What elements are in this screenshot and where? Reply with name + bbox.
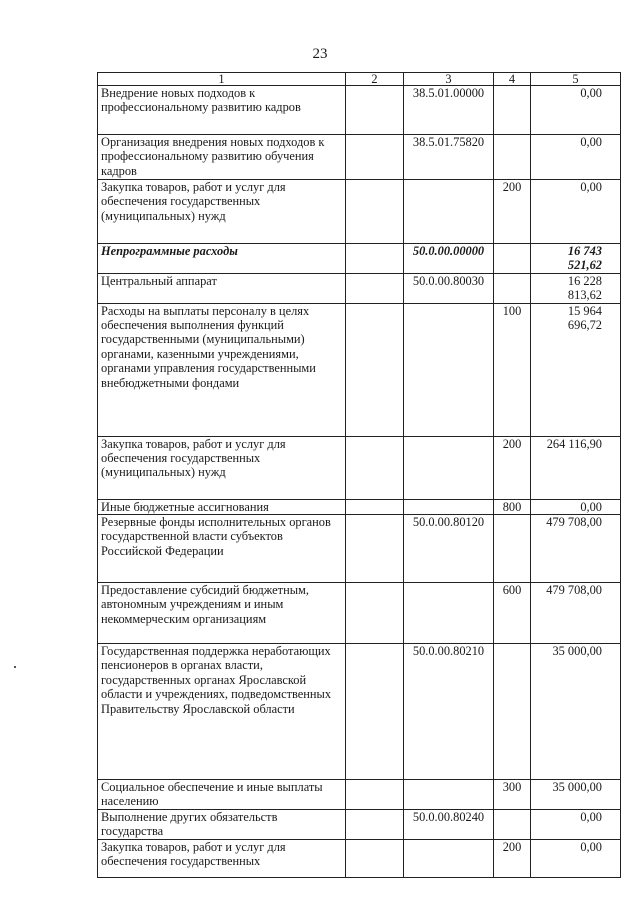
- row-name-cell: Резервные фонды исполнительных органов государственной власти субъектов Российской Федерации: [98, 515, 346, 583]
- row-expense-type-cell: 600: [494, 583, 531, 644]
- table-row: [98, 180, 621, 244]
- row-section-cell: [346, 436, 404, 499]
- table-row: [98, 644, 621, 780]
- table-row: [98, 515, 621, 583]
- row-expense-type-cell: [494, 644, 531, 780]
- table-row: [98, 273, 621, 303]
- row-name-cell: Центральный аппарат: [98, 273, 346, 303]
- table-row: [98, 135, 621, 180]
- row-amount-cell: 0,00: [531, 180, 621, 244]
- row-expense-type-cell: 100: [494, 303, 531, 436]
- row-section-cell: [346, 644, 404, 780]
- row-section-cell: [346, 273, 404, 303]
- row-code-cell: 38.5.01.00000: [404, 86, 494, 135]
- row-section-cell: [346, 86, 404, 135]
- row-code-cell: [404, 180, 494, 244]
- row-expense-type-cell: [494, 244, 531, 274]
- row-amount-cell: 264 116,90: [531, 436, 621, 499]
- row-section-cell: [346, 135, 404, 180]
- row-amount-cell: 479 708,00: [531, 515, 621, 583]
- row-section-cell: [346, 583, 404, 644]
- row-amount-cell: 0,00: [531, 135, 621, 180]
- row-code-cell: 50.0.00.80240: [404, 809, 494, 839]
- row-expense-type-cell: [494, 135, 531, 180]
- row-amount-cell: 0,00: [531, 499, 621, 514]
- row-code-cell: [404, 780, 494, 810]
- row-amount-cell: 0,00: [531, 809, 621, 839]
- header-cell-3: 3: [404, 73, 494, 86]
- row-amount-cell: 0,00: [531, 839, 621, 877]
- row-name-cell: Социальное обеспечение и иные выплаты населению: [98, 780, 346, 810]
- scan-speck: [14, 666, 16, 668]
- row-name-cell: Непрограммные расходы: [98, 244, 346, 274]
- row-section-cell: [346, 809, 404, 839]
- row-amount-cell: 479 708,00: [531, 583, 621, 644]
- row-expense-type-cell: 200: [494, 436, 531, 499]
- row-expense-type-cell: [494, 86, 531, 135]
- row-section-cell: [346, 515, 404, 583]
- row-code-cell: 50.0.00.80120: [404, 515, 494, 583]
- row-code-cell: 50.0.00.80210: [404, 644, 494, 780]
- header-cell-1: 1: [98, 73, 346, 86]
- table-row: [98, 583, 621, 644]
- row-amount-cell: 15 964 696,72: [531, 303, 621, 436]
- table-header-row: [98, 73, 621, 86]
- table-row: [98, 499, 621, 514]
- row-amount-cell: 16 228 813,62: [531, 273, 621, 303]
- row-name-cell: Закупка товаров, работ и услуг для обеспечения государственных (муниципальных) нужд: [98, 436, 346, 499]
- row-section-cell: [346, 244, 404, 274]
- table-row: [98, 86, 621, 135]
- row-name-cell: Расходы на выплаты персоналу в целях обеспечения выполнения функций государственными (муниципальными) органами, казенными учреждениями, органами управления государственными внебюджетными фондами: [98, 303, 346, 436]
- row-expense-type-cell: 300: [494, 780, 531, 810]
- row-name-cell: Закупка товаров, работ и услуг для обеспечения государственных (муниципальных) нужд: [98, 180, 346, 244]
- row-section-cell: [346, 180, 404, 244]
- row-amount-cell: 35 000,00: [531, 644, 621, 780]
- row-expense-type-cell: [494, 273, 531, 303]
- row-amount-cell: 35 000,00: [531, 780, 621, 810]
- row-amount-cell: 16 743 521,62: [531, 244, 621, 274]
- row-expense-type-cell: [494, 809, 531, 839]
- table-row: [98, 780, 621, 810]
- row-expense-type-cell: 200: [494, 180, 531, 244]
- row-expense-type-cell: 800: [494, 499, 531, 514]
- row-name-cell: Государственная поддержка неработающих пенсионеров в органах власти, государственных органах Ярославской области и учреждениях, подведомственных Правительству Ярославской области: [98, 644, 346, 780]
- row-name-cell: Внедрение новых подходов к профессиональному развитию кадров: [98, 86, 346, 135]
- header-cell-2: 2: [346, 73, 404, 86]
- row-code-cell: 50.0.00.00000: [404, 244, 494, 274]
- row-section-cell: [346, 780, 404, 810]
- row-name-cell: Закупка товаров, работ и услуг для обеспечения государственных: [98, 839, 346, 877]
- row-code-cell: [404, 839, 494, 877]
- table-row: [98, 839, 621, 877]
- header-cell-4: 4: [494, 73, 531, 86]
- row-section-cell: [346, 303, 404, 436]
- table-row: [98, 809, 621, 839]
- row-name-cell: Иные бюджетные ассигнования: [98, 499, 346, 514]
- row-code-cell: 50.0.00.80030: [404, 273, 494, 303]
- row-expense-type-cell: 200: [494, 839, 531, 877]
- row-name-cell: Предоставление субсидий бюджетным, автономным учреждениям и иным некоммерческим организациям: [98, 583, 346, 644]
- row-name-cell: Организация внедрения новых подходов к профессиональному развитию обучения кадров: [98, 135, 346, 180]
- row-section-cell: [346, 839, 404, 877]
- table-row: [98, 303, 621, 436]
- row-code-cell: [404, 499, 494, 514]
- budget-table: [97, 72, 621, 878]
- row-code-cell: [404, 583, 494, 644]
- row-name-cell: Выполнение других обязательств государства: [98, 809, 346, 839]
- row-code-cell: 38.5.01.75820: [404, 135, 494, 180]
- table-row: [98, 244, 621, 274]
- page-number: 23: [312, 46, 328, 62]
- row-section-cell: [346, 499, 404, 514]
- row-code-cell: [404, 436, 494, 499]
- table-row: [98, 436, 621, 499]
- row-expense-type-cell: [494, 515, 531, 583]
- header-cell-5: 5: [531, 73, 621, 86]
- row-code-cell: [404, 303, 494, 436]
- row-amount-cell: 0,00: [531, 86, 621, 135]
